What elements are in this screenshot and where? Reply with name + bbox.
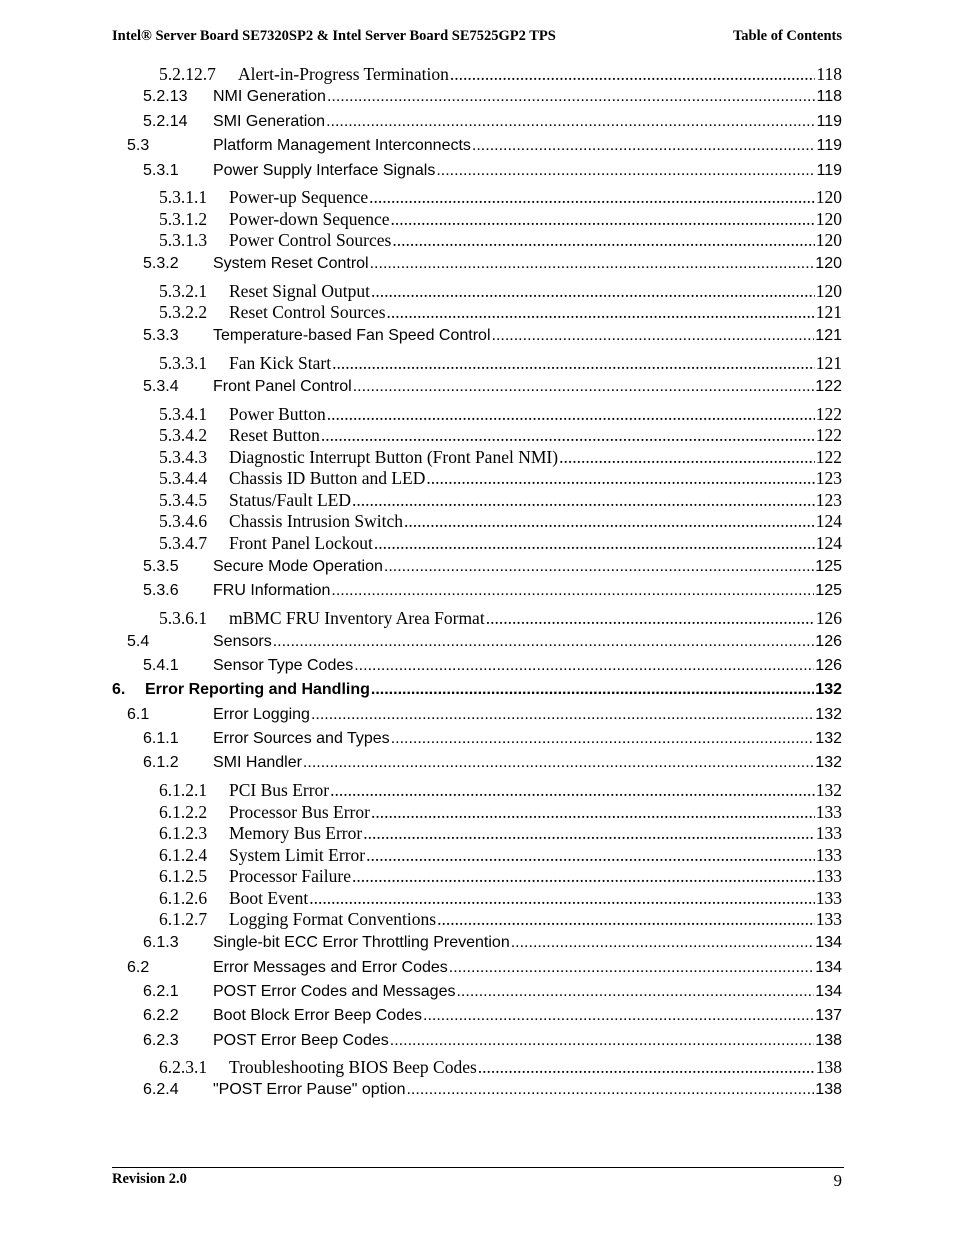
toc-entry-body <box>229 780 842 801</box>
toc-entry-body <box>213 378 842 396</box>
toc-entry-page[interactable]: 119 <box>816 113 842 130</box>
toc-entry-title[interactable]: Reset Button <box>229 425 320 445</box>
toc-entry-page[interactable]: 134 <box>815 983 842 1000</box>
toc-entry-page[interactable]: 134 <box>815 934 842 951</box>
toc-entry-title[interactable]: Status/Fault LED <box>229 490 352 510</box>
toc-entry[interactable] <box>0 845 842 866</box>
toc-entry-body <box>213 1007 842 1025</box>
toc-entry-title[interactable]: Front Panel Control <box>213 378 352 395</box>
toc-entry-body <box>229 187 842 208</box>
toc-entry-body <box>229 447 842 468</box>
toc-entry-body <box>213 88 842 106</box>
toc-entry-page[interactable]: 133 <box>815 866 842 886</box>
toc-entry-page[interactable]: 118 <box>816 88 842 105</box>
dot-leader <box>332 353 815 374</box>
toc-entry-number: 5.3.2.2 <box>159 302 208 322</box>
dot-leader <box>370 255 815 273</box>
toc-entry-title[interactable]: Power-up Sequence <box>229 187 369 207</box>
dot-leader <box>331 582 814 600</box>
toc-entry[interactable] <box>0 404 842 425</box>
toc-entry-page[interactable]: 133 <box>815 823 842 843</box>
toc-entry[interactable] <box>0 1007 842 1028</box>
footer-divider <box>112 1167 844 1168</box>
dot-leader <box>374 533 815 554</box>
toc-entry-page[interactable]: 124 <box>815 533 842 553</box>
toc-entry[interactable] <box>0 88 842 109</box>
dot-leader <box>366 845 815 866</box>
toc-entry-number: 5.3.4.4 <box>159 468 208 488</box>
toc-entry-number: 5.3.1 <box>143 162 179 179</box>
dot-leader <box>390 1032 815 1050</box>
dot-leader <box>478 1057 815 1078</box>
toc-entry-title[interactable]: Processor Bus Error <box>229 802 370 822</box>
dot-leader <box>559 447 815 468</box>
toc-entry-title[interactable]: Troubleshooting BIOS Beep Codes <box>229 1057 477 1077</box>
toc-entry-page[interactable]: 133 <box>815 888 842 908</box>
toc-entry-page[interactable]: 133 <box>815 909 842 929</box>
dot-leader <box>392 230 814 251</box>
toc-entry[interactable] <box>0 533 842 554</box>
toc-entry-number: 5.4.1 <box>143 657 179 674</box>
toc-entry[interactable] <box>0 909 842 930</box>
toc-entry-number: 5.3.6 <box>143 582 179 599</box>
dot-leader <box>352 866 815 887</box>
toc-entry-number: 5.4 <box>127 633 150 650</box>
toc-entry-body <box>229 845 842 866</box>
toc-entry[interactable] <box>0 558 842 579</box>
toc-entry-number: 5.2.14 <box>143 113 188 130</box>
toc-entry-body <box>213 558 842 576</box>
toc-entry-number: 6.2.4 <box>143 1081 179 1098</box>
dot-leader <box>449 959 815 977</box>
toc-entry-number: 5.3.6.1 <box>159 608 208 628</box>
toc-entry-page[interactable]: 126 <box>815 657 842 674</box>
toc-entry[interactable] <box>0 888 842 909</box>
dot-leader <box>273 633 815 651</box>
toc-entry-number: 6.2.2 <box>143 1007 179 1024</box>
toc-entry-body <box>213 1081 842 1099</box>
toc-entry-page[interactable]: 126 <box>815 608 842 628</box>
dot-leader <box>387 302 815 323</box>
toc-entry[interactable] <box>0 209 842 230</box>
toc-entry-body <box>229 511 842 532</box>
toc-entry-title[interactable]: Reset Control Sources <box>229 302 386 322</box>
toc-entry-number: 5.3.3.1 <box>159 353 208 373</box>
toc-entry-title[interactable]: Temperature-based Fan Speed Control <box>213 327 491 344</box>
toc-entry-title[interactable]: Power Button <box>229 404 326 424</box>
toc-entry[interactable] <box>0 230 842 251</box>
page-header <box>112 28 842 48</box>
toc-entry-title[interactable]: Sensors <box>213 633 272 650</box>
toc-entry[interactable] <box>0 511 842 532</box>
toc-entry-body <box>229 230 842 251</box>
toc-entry-title[interactable]: System Reset Control <box>213 255 369 272</box>
toc-entry-page[interactable]: 122 <box>815 378 842 395</box>
toc-entry-page[interactable]: 120 <box>815 230 842 250</box>
toc-entry-body <box>213 754 842 772</box>
toc-entry-body <box>145 681 842 699</box>
toc-entry[interactable] <box>0 425 842 446</box>
dot-leader <box>511 934 815 952</box>
toc-entry-title[interactable]: SMI Generation <box>213 113 326 130</box>
toc-entry[interactable] <box>0 681 842 702</box>
toc-entry-title[interactable]: Error Messages and Error Codes <box>213 959 448 976</box>
toc-entry-body <box>213 162 842 180</box>
toc-entry-body <box>229 353 842 374</box>
toc-entry-number: 6.1.2.1 <box>159 780 208 800</box>
toc-entry-number: 6. <box>112 681 126 698</box>
toc-entry-title[interactable]: Error Logging <box>213 706 310 723</box>
toc-entry[interactable] <box>0 959 842 980</box>
toc-entry-body <box>229 404 842 425</box>
section-title: Table of Contents <box>732 28 842 44</box>
toc-entry[interactable] <box>0 802 842 823</box>
toc-entry[interactable] <box>0 780 842 801</box>
toc-entry-page[interactable]: 138 <box>815 1032 842 1049</box>
dot-leader <box>404 511 815 532</box>
toc-entry-title[interactable]: Power Control Sources <box>229 230 392 250</box>
toc-entry[interactable] <box>0 353 842 374</box>
toc-entry-number: 5.3.2.1 <box>159 281 208 301</box>
toc-entry-page[interactable]: 122 <box>815 404 842 424</box>
toc-entry-title[interactable]: Processor Failure <box>229 866 351 886</box>
dot-leader <box>327 88 816 106</box>
toc-entry-number: 6.1.2.7 <box>159 909 208 929</box>
toc-entry-number: 6.1.2 <box>143 754 179 771</box>
dot-leader <box>354 657 814 675</box>
toc-entry-number: 6.1.2.6 <box>159 888 208 908</box>
toc-entry[interactable] <box>0 730 842 751</box>
toc-entry-number: 6.2.1 <box>143 983 179 1000</box>
toc-entry[interactable] <box>0 447 842 468</box>
toc-entry-number: 6.1.2.2 <box>159 802 208 822</box>
toc-entry-body <box>229 468 842 489</box>
toc-entry-body <box>213 137 842 155</box>
toc-entry-number: 5.3 <box>127 137 150 154</box>
toc-entry-page[interactable]: 123 <box>815 468 842 488</box>
toc-entry-body <box>229 909 842 930</box>
toc-entry-body <box>213 113 842 131</box>
toc-entry-title[interactable]: Sensor Type Codes <box>213 657 354 674</box>
toc-entry-body <box>229 823 842 844</box>
dot-leader <box>330 780 815 801</box>
toc-entry-number: 6.1.2.5 <box>159 866 208 886</box>
dot-leader <box>371 681 814 699</box>
toc-entry-page[interactable]: 121 <box>815 302 842 322</box>
toc-entry-body <box>213 959 842 977</box>
toc-entry-page[interactable]: 123 <box>815 490 842 510</box>
toc-entry-body <box>213 327 842 345</box>
toc-entry-title[interactable]: FRU Information <box>213 582 331 599</box>
dot-leader <box>326 113 815 131</box>
toc-entry-title[interactable]: "POST Error Pause" option <box>213 1081 406 1098</box>
toc-entry-title[interactable]: System Limit Error <box>229 845 366 865</box>
dot-leader <box>423 1007 814 1025</box>
toc-entry-page[interactable]: 132 <box>815 681 842 698</box>
toc-entry-title[interactable]: mBMC FRU Inventory Area Format <box>229 608 485 628</box>
toc-entry-body <box>213 1032 842 1050</box>
toc-entry-body <box>229 533 842 554</box>
toc-entry-number: 5.2.13 <box>143 88 188 105</box>
toc-entry-body <box>238 64 842 85</box>
toc-entry-number: 6.2.3 <box>143 1032 179 1049</box>
toc-entry[interactable] <box>0 378 842 399</box>
toc-entry-number: 5.3.2 <box>143 255 179 272</box>
toc-entry-body <box>213 255 842 273</box>
dot-leader <box>472 137 816 155</box>
toc-entry-number: 5.3.1.1 <box>159 187 208 207</box>
dot-leader <box>303 754 814 772</box>
toc-entry-page[interactable]: 138 <box>815 1081 842 1098</box>
toc-entry-title[interactable]: Memory Bus Error <box>229 823 363 843</box>
toc-entry-page[interactable]: 124 <box>815 511 842 531</box>
toc-entry[interactable] <box>0 983 842 1004</box>
toc-entry-page[interactable]: 122 <box>815 425 842 445</box>
toc-entry[interactable] <box>0 754 842 775</box>
toc-entry[interactable] <box>0 657 842 678</box>
toc-entry-number: 6.1.1 <box>143 730 179 747</box>
toc-entry-page[interactable]: 120 <box>815 281 842 301</box>
toc-entry-body <box>229 866 842 887</box>
dot-leader <box>371 281 815 302</box>
toc-entry-page[interactable]: 137 <box>815 1007 842 1024</box>
toc-entry-body <box>213 657 842 675</box>
toc-entry-page[interactable]: 121 <box>815 327 842 344</box>
toc-entry-body <box>213 730 842 748</box>
toc-entry-page[interactable]: 125 <box>815 582 842 599</box>
toc-entry-number: 5.3.4.6 <box>159 511 208 531</box>
toc-entry-title[interactable]: Power Supply Interface Signals <box>213 162 436 179</box>
toc-entry-page[interactable]: 121 <box>815 353 842 373</box>
toc-entry-number: 6.2 <box>127 959 150 976</box>
toc-entry-title[interactable]: POST Error Codes and Messages <box>213 983 456 1000</box>
toc-entry-body <box>229 608 842 629</box>
toc-entry-page[interactable]: 132 <box>815 706 842 723</box>
toc-entry[interactable] <box>0 608 842 629</box>
toc-entry-number: 5.2.12.7 <box>159 64 216 84</box>
toc-entry-body <box>213 983 842 1001</box>
toc-entry-title[interactable]: Secure Mode Operation <box>213 558 383 575</box>
toc-entry-number: 5.3.3 <box>143 327 179 344</box>
toc-entry-title[interactable]: Error Reporting and Handling <box>145 681 370 698</box>
toc-entry-title[interactable]: Boot Event <box>229 888 309 908</box>
toc-entry[interactable] <box>0 582 842 603</box>
dot-leader <box>369 187 815 208</box>
toc-entry[interactable] <box>0 64 842 85</box>
toc-entry-body <box>213 633 842 651</box>
toc-entry-page[interactable]: 120 <box>815 187 842 207</box>
toc-entry[interactable] <box>0 706 842 727</box>
toc-entry[interactable] <box>0 1081 842 1102</box>
dot-leader <box>363 823 815 844</box>
dot-leader <box>353 378 815 396</box>
toc-entry-page[interactable]: 132 <box>815 730 842 747</box>
toc-entry-page[interactable]: 120 <box>815 255 842 272</box>
toc-entry-title[interactable]: PCI Bus Error <box>229 780 330 800</box>
dot-leader <box>391 209 815 230</box>
toc-entry-title[interactable]: NMI Generation <box>213 88 326 105</box>
toc-entry-body <box>229 425 842 446</box>
toc-entry-title[interactable]: Chassis ID Button and LED <box>229 468 426 488</box>
toc-entry-page[interactable]: 132 <box>815 780 842 800</box>
toc-entry-page[interactable]: 126 <box>815 633 842 650</box>
toc-entry-page[interactable]: 138 <box>815 1057 842 1077</box>
toc-entry-body <box>229 490 842 511</box>
toc-entry-title[interactable]: Alert-in-Progress Termination <box>238 64 449 84</box>
dot-leader <box>437 909 815 930</box>
toc-entry-number: 5.3.4.5 <box>159 490 208 510</box>
toc-entry-title[interactable]: POST Error Beep Codes <box>213 1032 389 1049</box>
page-number: 9 <box>833 1171 842 1190</box>
toc-entry-number: 5.3.4.7 <box>159 533 208 553</box>
toc-entry[interactable] <box>0 490 842 511</box>
dot-leader <box>384 558 814 576</box>
dot-leader <box>391 730 815 748</box>
toc-entry[interactable] <box>0 866 842 887</box>
toc-entry[interactable] <box>0 113 842 134</box>
toc-entry[interactable] <box>0 187 842 208</box>
toc-entry[interactable] <box>0 823 842 844</box>
dot-leader <box>436 162 815 180</box>
toc-entry[interactable] <box>0 934 842 955</box>
toc-entry-title[interactable]: Reset Signal Output <box>229 281 370 301</box>
toc-entry-title[interactable]: Single-bit ECC Error Throttling Prevention <box>213 934 510 951</box>
toc-entry-number: 6.1.2.4 <box>159 845 208 865</box>
toc-entry-page[interactable]: 119 <box>816 162 842 179</box>
toc-entry-page[interactable]: 120 <box>815 209 842 229</box>
toc-entry-page[interactable]: 132 <box>815 754 842 771</box>
dot-leader <box>352 490 815 511</box>
dot-leader <box>456 983 814 1001</box>
toc-entry-body <box>229 281 842 302</box>
toc-entry[interactable] <box>0 162 842 183</box>
toc-entry[interactable] <box>0 327 842 348</box>
toc-entry-title[interactable]: Boot Block Error Beep Codes <box>213 1007 422 1024</box>
toc-entry[interactable] <box>0 137 842 158</box>
toc-entry-page[interactable]: 118 <box>816 64 842 84</box>
toc-entry-number: 6.2.3.1 <box>159 1057 208 1077</box>
dot-leader <box>486 608 815 629</box>
dot-leader <box>311 706 814 724</box>
toc-entry-body <box>213 706 842 724</box>
toc-entry-page[interactable]: 119 <box>816 137 842 154</box>
toc-entry-number: 5.3.4 <box>143 378 179 395</box>
dot-leader <box>426 468 814 489</box>
toc-entry-number: 6.1 <box>127 706 150 723</box>
toc-entry-title[interactable]: Logging Format Conventions <box>229 909 437 929</box>
toc-entry-page[interactable]: 133 <box>815 845 842 865</box>
dot-leader <box>492 327 815 345</box>
document-title: Intel® Server Board SE7320SP2 & Intel Server Board SE7525GP2 TPS <box>112 28 556 44</box>
toc-entry-number: 5.3.4.1 <box>159 404 208 424</box>
dot-leader <box>450 64 816 85</box>
toc-entry-title[interactable]: Platform Management Interconnects <box>213 137 471 154</box>
toc-entry-title[interactable]: SMI Handler <box>213 754 302 771</box>
toc-entry-number: 6.1.3 <box>143 934 179 951</box>
toc-entry-page[interactable]: 125 <box>815 558 842 575</box>
toc-entry[interactable] <box>0 255 842 276</box>
dot-leader <box>406 1081 814 1099</box>
toc-entry[interactable] <box>0 302 842 323</box>
toc-entry-body <box>229 1057 842 1078</box>
toc-entry[interactable] <box>0 633 842 654</box>
toc-entry-page[interactable]: 122 <box>815 447 842 467</box>
toc-entry-title[interactable]: Front Panel Lockout <box>229 533 373 553</box>
dot-leader <box>309 888 815 909</box>
toc-entry-body <box>229 209 842 230</box>
toc-entry-page[interactable]: 134 <box>815 959 842 976</box>
toc-entry-number: 5.3.1.2 <box>159 209 208 229</box>
toc-entry-title[interactable]: Chassis Intrusion Switch <box>229 511 404 531</box>
toc-entry-title[interactable]: Diagnostic Interrupt Button (Front Panel NMI) <box>229 447 559 467</box>
revision-label: Revision 2.0 <box>112 1171 187 1187</box>
toc-entry-body <box>229 302 842 323</box>
toc-entry-body <box>213 934 842 952</box>
toc-entry-number: 6.1.2.3 <box>159 823 208 843</box>
toc-entry[interactable] <box>0 1032 842 1053</box>
toc-entry-title[interactable]: Error Sources and Types <box>213 730 390 747</box>
toc-entry-number: 5.3.5 <box>143 558 179 575</box>
toc-entry-body <box>213 582 842 600</box>
toc-entry-title[interactable]: Power-down Sequence <box>229 209 390 229</box>
toc-entry-page[interactable]: 133 <box>815 802 842 822</box>
toc-entry-number: 5.3.4.3 <box>159 447 208 467</box>
toc-entry-number: 5.3.1.3 <box>159 230 208 250</box>
toc-entry-body <box>229 888 842 909</box>
dot-leader <box>327 404 815 425</box>
toc-entry[interactable] <box>0 281 842 302</box>
toc-entry-body <box>229 802 842 823</box>
toc-entry-number: 5.3.4.2 <box>159 425 208 445</box>
dot-leader <box>321 425 815 446</box>
dot-leader <box>371 802 815 823</box>
toc-entry[interactable] <box>0 1057 842 1078</box>
toc-entry-title[interactable]: Fan Kick Start <box>229 353 332 373</box>
toc-entry[interactable] <box>0 468 842 489</box>
